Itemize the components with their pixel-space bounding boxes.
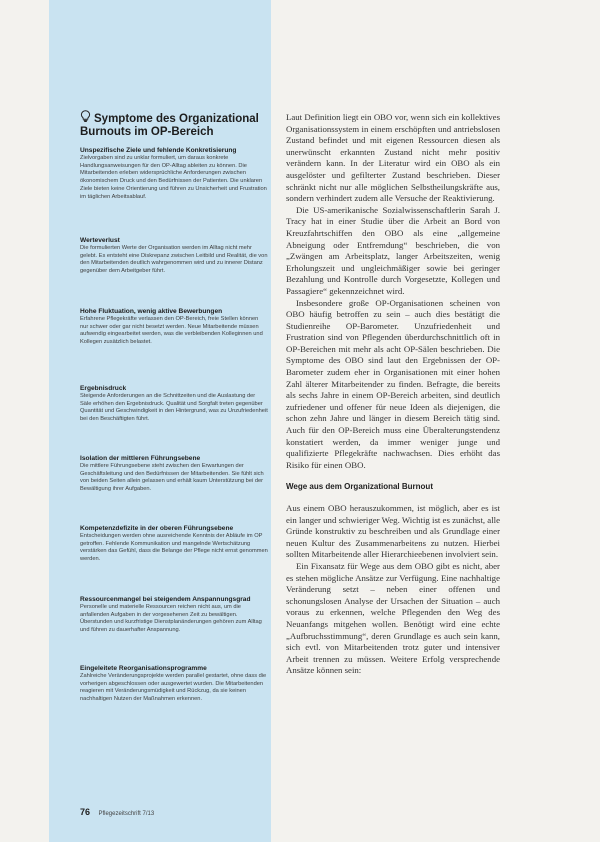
article-paragraph: Insbesondere große OP-Organisationen scheinen von OBO häufig betroffen zu sein – auch dies bestätigt die Studienreihe OP-Barometer. Unzufriedenheit und Frustration sind von Pflegenden überdurchschnittlich oft in OP-Bereichen mit mehr als acht OP-Sälen beschrieben. Die Symptome des OBO sind laut den Ergebnissen der OP-Barometer zudem eher in Organisationen mit einer hohen Zahl älterer Mitarbeitender zu finden. Befragte, die bereits als sechs Jahre in einem OP-Bereich arbeiten, sind deutlich zufriedener und offener für neue Ideen als diejenigen, die schon zehn Jahre und länger in diesem Bereich tätig sind. Auch für den OP-Bereich muss eine Überalterungstendenz konstatiert werden, da immer weniger junge und qualifizierte Pflegekräfte nachwachsen. Dies erhöht das Risiko für einen OBO. [286, 297, 500, 470]
page-number: 76 [80, 807, 91, 817]
article-paragraph: Ein Fixansatz für Wege aus dem OBO gibt es nicht, aber es stehen mögliche Ansätze zur Verfügung. Eine nachhaltige Veränderung setzt – neben einer offenen und schonungslosen Analyse der Ursachen der Situation – auch voraus zu erkennen, welche Pflegenden den Weg des Neuanfangs mitgehen wollen. Benötigt wird eine echte „Aufbruchsstimmung“, deren Grundlage es auch sein kann, sich evtl. von Mitarbeitenden trotz guter und intensiver Arbeit trennen zu müssen. Weitere Erfolg versprechende Ansätze können sein: [286, 560, 500, 676]
section-heading: Wege aus dem Organizational Burnout [286, 482, 433, 492]
symptom-heading: Kompetenzdefizite in der oberen Führungsebene [80, 525, 234, 532]
symptom-heading: Isolation der mittleren Führungsebene [80, 455, 201, 462]
symptom-heading: Hohe Fluktuation, wenig aktive Bewerbungen [80, 308, 223, 315]
symptom-section [80, 146, 268, 201]
symptom-body: Zielvorgaben sind zu unklar formuliert, um daraus konkrete Handlungsanweisungen für den OP-Alltag ableiten zu können. Die Mitarbeitenden erleben widersprüchliche Anforderungen zwischen ökonomischem Druck und den Bedürfnissen der Patienten. Die unklaren Ziele bieten keine Orientierung und führen zu Unsicherheit und Frustration im täglichen Arbeitsablauf. [80, 155, 267, 200]
page-footer [80, 802, 154, 820]
article-paragraph: Laut Definition liegt ein OBO vor, wenn sich ein kollektives Organisationssystem in einem erschöpften und antriebslosen Zustand befindet und mit eigenen Ressourcen diesen als unerwünscht erkannten Zustand nicht mehr positiv verändern kann. In der Literatur wird ein OBO als ein ausgelöster und gefilterter Zustand beschrieben. Dieser schränkt nicht nur alle möglichen Selbstheilungskräfte aus, sondern verhindert zudem alle Versuche der Reaktivierung. [286, 112, 500, 204]
symptom-section [80, 307, 268, 347]
symptom-heading: Eingeleitete Reorganisationsprogramme [80, 665, 207, 672]
symptom-section [80, 664, 268, 704]
symptom-section [80, 595, 268, 635]
symptom-heading: Unspezifische Ziele und fehlende Konkretisierung [80, 147, 237, 154]
symptom-section [80, 454, 268, 494]
article-paragraph: Aus einem OBO herauszukommen, ist möglich, aber es ist ein langer und schwieriger Weg. Wichtig ist es zunächst, alle Gründe konstruktiv zu beschreiben und als Grundlage einer neuen Kultur des Zusammenarbeitens zu nutzen. Hierbei sollten Mitarbeitende aller Hierarchieebenen involviert sein. [286, 503, 500, 560]
symptom-body: Die mittlere Führungsebene steht zwischen den Erwartungen der Geschäftsleitung und den Bedürfnissen der Mitarbeitenden. Sie fühlt sich von beiden Seiten allein gelassen und erhält kaum Unterstützung bei der Bewältigung ihrer Aufgaben. [80, 463, 264, 493]
info-box-title [80, 110, 270, 139]
symptom-section [80, 384, 268, 424]
symptom-body: Entscheidungen werden ohne ausreichende Kenntnis der Abläufe im OP getroffen. Fehlende Kommunikation und mangelnde Wertschätzung verstärken das Gefühl, dass die Belange der Pflege nicht ernst genommen werden. [80, 533, 268, 563]
symptom-body: Die formulierten Werte der Organisation werden im Alltag nicht mehr gelebt. Es entsteht eine Diskrepanz zwischen Leitbild und Realität, die von den Mitarbeitenden deutlich wahrgenommen wird und zu innerer Distanz gegenüber dem Arbeitgeber führt. [80, 245, 268, 275]
symptom-body: Zahlreiche Veränderungsprojekte werden parallel gestartet, ohne dass die vorherigen abgeschlossen oder ausgewertet wurden. Die Mitarbeitenden reagieren mit Veränderungsmüdigkeit und Rückzug, da sie keinen nachhaltigen Nutzen der Maßnahmen erkennen. [80, 673, 267, 703]
symptom-heading: Ressourcenmangel bei steigendem Anspannungsgrad [80, 596, 251, 603]
lightbulb-icon [80, 110, 92, 126]
symptom-section [80, 524, 268, 564]
symptom-body: Steigende Anforderungen an die Schnittzeiten und die Auslastung der Säle erhöhen den Ergebnisdruck. Qualität und Sorgfalt treten gegenüber Quantität und Geschwindigkeit in den Hintergrund, was zu Unzufriedenheit bei den Beschäftigten führt. [80, 393, 268, 423]
symptom-heading: Werteverlust [80, 237, 120, 244]
symptom-body: Personelle und materielle Ressourcen reichen nicht aus, um die anfallenden Aufgaben in der vorgesehenen Zeit zu bewältigen. Überstunden und kurzfristige Dienstplanänderungen gehören zum Alltag und führen zu dauerhafter Anspannung. [80, 604, 262, 634]
journal-name: Pflegezeitschrift 7/13 [98, 811, 155, 817]
article-paragraph: Die US-amerikanische Sozialwissenschaftlerin Sarah J. Tracy hat in einer Studie über die Arbeit an Bord von Kreuzfahrtschiffen den OBO als eine „allgemeine Abneigung oder Entfremdung“ beschrieben, die von „Zwängen am Arbeitsplatz, langer Arbeitszeiten, wenig Erholungszeit und ungleichmäßiger sowie bei geringer Bezahlung und Kontrolle durch Vorgesetzte, Kollegen und Passagiere“ gekennzeichnet wird. [286, 204, 500, 296]
symptom-section [80, 236, 268, 276]
symptom-body: Erfahrene Pflegekräfte verlassen den OP-Bereich, freie Stellen können nur schwer oder gar nicht besetzt werden. Neue Mitarbeitende müssen aufwendig eingearbeitet werden, was die verbleibenden Kolleginnen und Kollegen zusätzlich belastet. [80, 316, 263, 346]
symptom-heading: Ergebnisdruck [80, 385, 127, 392]
main-article-column [286, 112, 500, 677]
info-box-title-text: Symptome des Organizational Burnouts im OP-Bereich [80, 113, 259, 138]
